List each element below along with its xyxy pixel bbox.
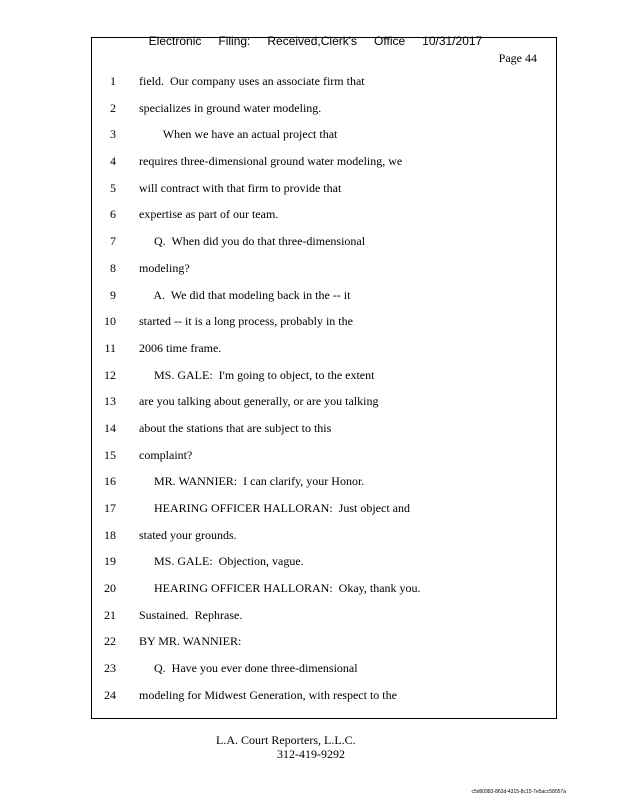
filing-date: 10/31/2017	[422, 34, 483, 48]
transcript-line	[92, 528, 556, 555]
line-number: 12	[104, 367, 116, 382]
transcript-line	[92, 421, 556, 448]
line-number: 15	[104, 447, 116, 462]
transcript-line	[92, 581, 556, 608]
line-number: 14	[104, 420, 116, 435]
transcript-line	[92, 288, 556, 315]
line-number: 20	[104, 581, 116, 596]
line-text: about the stations that are subject to this	[139, 420, 332, 435]
line-text: Q. Have you ever done three-dimensional	[139, 661, 358, 676]
line-text: HEARING OFFICER HALLORAN: Okay, thank you.	[139, 581, 421, 596]
filing-electronic: Electronic	[148, 34, 202, 48]
line-text: requires three-dimensional ground water modeling, we	[139, 154, 403, 169]
transcript-line	[92, 127, 556, 154]
line-number: 8	[110, 260, 116, 275]
line-text: modeling for Midwest Generation, with respect to the	[139, 687, 397, 702]
line-text: BY MR. WANNIER:	[139, 634, 242, 649]
line-text: When we have an actual project that	[139, 127, 338, 142]
line-text: specializes in ground water modeling.	[139, 100, 322, 115]
footer-company: L.A. Court Reporters, L.L.C.	[216, 733, 356, 747]
transcript-line	[92, 261, 556, 288]
footer-phone: 312-419-9292	[277, 747, 345, 761]
line-text: MS. GALE: Objection, vague.	[139, 554, 304, 569]
transcript-line	[92, 101, 556, 128]
line-number: 21	[104, 607, 116, 622]
transcript-line	[92, 74, 556, 101]
line-number: 19	[104, 554, 116, 569]
transcript-line	[92, 554, 556, 581]
line-text: are you talking about generally, or are you talking	[139, 394, 379, 409]
transcript-page	[91, 37, 557, 719]
line-number: 2	[110, 100, 116, 115]
line-text: Q. When did you do that three-dimensional	[139, 234, 366, 249]
transcript-line	[92, 688, 556, 715]
transcript-lines	[92, 74, 556, 715]
line-number: 4	[110, 154, 116, 169]
line-text: stated your grounds.	[139, 527, 237, 542]
line-text: HEARING OFFICER HALLORAN: Just object and	[139, 501, 410, 515]
line-number: 16	[104, 474, 116, 489]
page-number: Page 44	[498, 51, 537, 65]
line-number: 7	[110, 234, 116, 249]
line-number: 5	[110, 180, 116, 195]
line-number: 13	[104, 394, 116, 409]
line-number: 18	[104, 527, 116, 542]
line-number: 6	[110, 207, 116, 222]
filing-received: Received,Clerk's	[267, 34, 358, 48]
transcript-line	[92, 474, 556, 501]
line-text: started -- it is a long process, probably in the	[139, 314, 353, 329]
line-text: modeling?	[139, 260, 190, 275]
transcript-line	[92, 394, 556, 421]
transcript-line	[92, 207, 556, 234]
line-text: field. Our company uses an associate firm that	[139, 74, 365, 88]
transcript-line	[92, 181, 556, 208]
line-text: Sustained. Rephrase.	[139, 607, 243, 622]
filing-label: Filing:	[218, 34, 251, 48]
line-number: 23	[104, 661, 116, 676]
document-id: c5d60983-863d-4315-8c15-7e5acc58057a	[471, 789, 566, 795]
line-text: MS. GALE: I'm going to object, to the extent	[139, 367, 375, 382]
transcript-line	[92, 501, 556, 528]
line-number: 1	[110, 74, 116, 88]
line-text: A. We did that modeling back in the -- it	[139, 287, 351, 302]
filing-office: Office	[374, 34, 406, 48]
line-number: 17	[104, 501, 116, 515]
transcript-line	[92, 661, 556, 688]
transcript-line	[92, 368, 556, 395]
line-number: 10	[104, 314, 116, 329]
line-text: will contract with that firm to provide that	[139, 180, 342, 195]
line-number: 22	[104, 634, 116, 649]
line-number: 9	[110, 287, 116, 302]
line-text: 2006 time frame.	[139, 340, 222, 355]
transcript-line	[92, 154, 556, 181]
line-text: expertise as part of our team.	[139, 207, 279, 222]
transcript-line	[92, 234, 556, 261]
line-number: 3	[110, 127, 116, 142]
transcript-line	[92, 634, 556, 661]
transcript-line	[92, 448, 556, 475]
line-number: 24	[104, 687, 116, 702]
transcript-line	[92, 608, 556, 635]
transcript-line	[92, 341, 556, 368]
line-text: complaint?	[139, 447, 193, 462]
line-text: MR. WANNIER: I can clarify, your Honor.	[139, 474, 365, 489]
transcript-line	[92, 314, 556, 341]
line-number: 11	[104, 340, 116, 355]
